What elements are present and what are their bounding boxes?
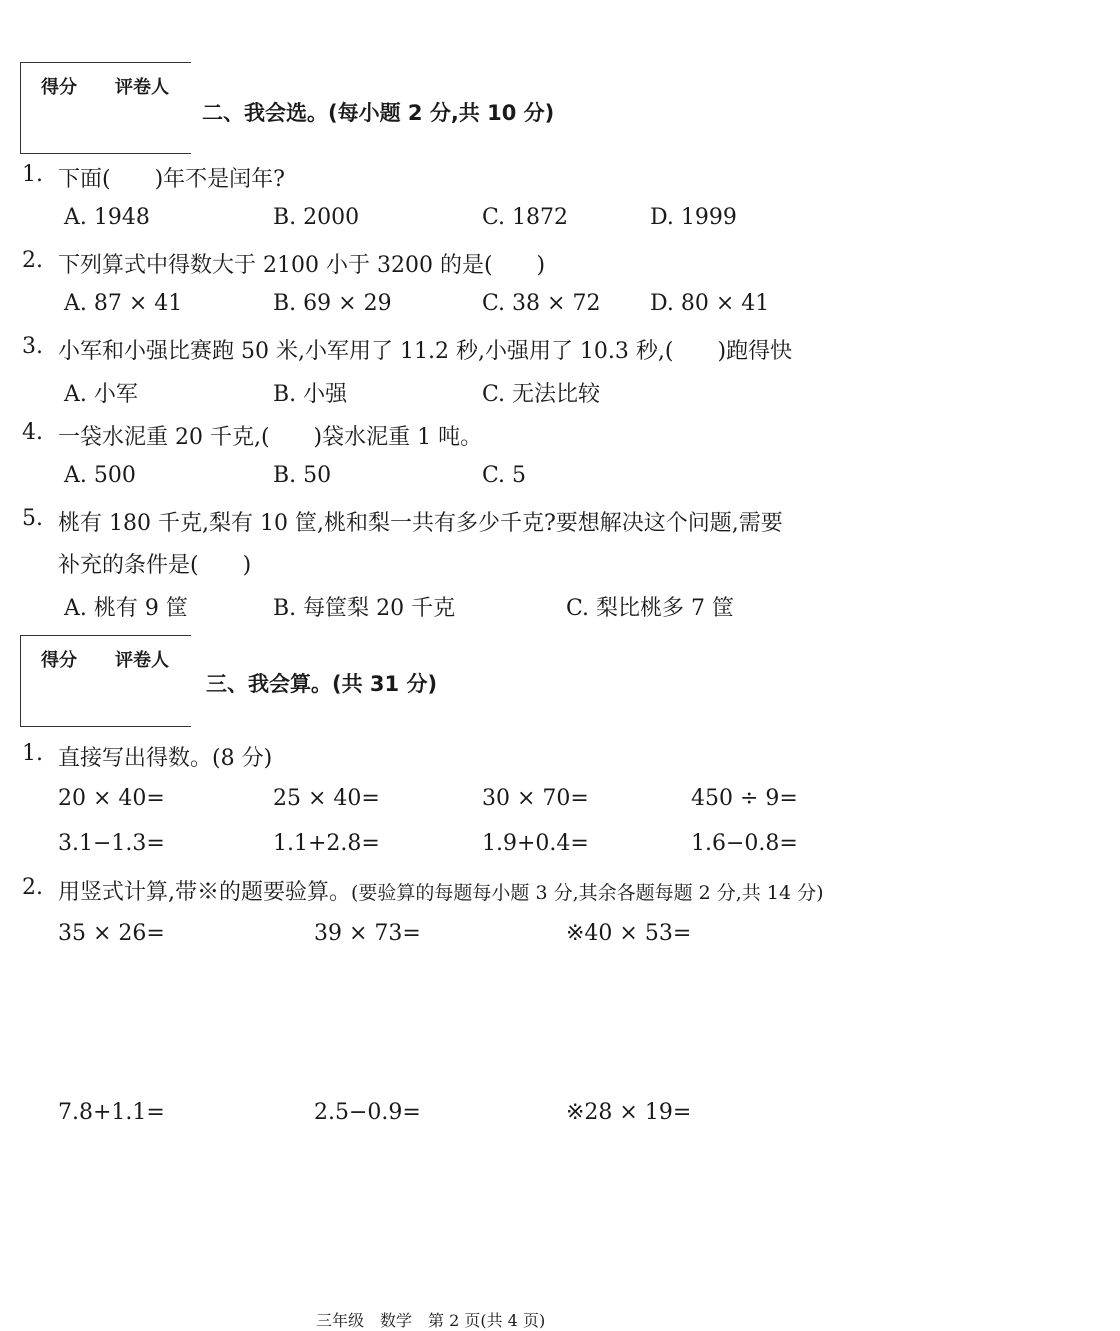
section3-title: 三、我会算。(共 31 分) <box>206 672 438 696</box>
q3-option-c: C. 无法比较 <box>482 382 601 407</box>
calc-item: 1.9+0.4= <box>482 831 589 856</box>
score-box-section3 <box>20 635 191 727</box>
q1-option-d: D. 1999 <box>650 205 737 230</box>
vertical-calc-item: 7.8+1.1= <box>58 1100 165 1125</box>
q1-number: 1. <box>22 162 43 187</box>
s3-q2-note: (要验算的每题每小题 3 分,其余各题每题 2 分,共 14 分) <box>351 882 824 904</box>
vertical-calc-item: ※40 × 53= <box>566 921 692 946</box>
section2-title: 二、我会选。(每小题 2 分,共 10 分) <box>202 101 555 125</box>
s3-q2-text: 用竖式计算,带※的题要验算。 <box>58 880 351 905</box>
q3-number: 3. <box>22 334 43 359</box>
q3-option-b: B. 小强 <box>273 382 348 407</box>
calc-item: 450 ÷ 9= <box>691 786 798 811</box>
q4-option-a: A. 500 <box>64 463 136 488</box>
score-label: 得分 <box>41 650 77 671</box>
q5-option-a: A. 桃有 9 筐 <box>64 596 188 621</box>
vertical-calc-item: 39 × 73= <box>314 921 421 946</box>
q1-text: 下面( )年不是闰年? <box>58 167 285 192</box>
q3-text: 小军和小强比赛跑 50 米,小军用了 11.2 秒,小强用了 10.3 秒,( )跑得快 <box>58 339 793 364</box>
q4-number: 4. <box>22 420 43 445</box>
calc-item: 1.1+2.8= <box>273 831 380 856</box>
q2-option-c: C. 38 × 72 <box>482 291 601 316</box>
s3-q2-text-wrap <box>58 875 824 906</box>
q2-number: 2. <box>22 248 43 273</box>
calc-item: 25 × 40= <box>273 786 380 811</box>
q1-option-c: C. 1872 <box>482 205 569 230</box>
q2-option-d: D. 80 × 41 <box>650 291 770 316</box>
s3-q1-number: 1. <box>22 741 43 766</box>
vertical-calc-item: 35 × 26= <box>58 921 165 946</box>
grader-label: 评卷人 <box>115 650 169 671</box>
calc-item: 20 × 40= <box>58 786 165 811</box>
calc-item: 3.1−1.3= <box>58 831 165 856</box>
vertical-calc-item: 2.5−0.9= <box>314 1100 421 1125</box>
q2-text: 下列算式中得数大于 2100 小于 3200 的是( ) <box>58 253 546 278</box>
q1-option-a: A. 1948 <box>64 205 150 230</box>
q5-number: 5. <box>22 506 43 531</box>
q4-option-b: B. 50 <box>273 463 332 488</box>
page-footer: 三年级 数学 第 2 页(共 4 页) <box>316 1311 546 1330</box>
calc-item: 1.6−0.8= <box>691 831 798 856</box>
q3-option-a: A. 小军 <box>64 382 138 407</box>
q2-option-b: B. 69 × 29 <box>273 291 392 316</box>
score-label: 得分 <box>41 77 77 98</box>
grader-label: 评卷人 <box>115 77 169 98</box>
q5-option-c: C. 梨比桃多 7 筐 <box>566 596 735 621</box>
s3-q2-number: 2. <box>22 875 43 900</box>
score-box-section2 <box>20 62 191 154</box>
q4-text: 一袋水泥重 20 千克,( )袋水泥重 1 吨。 <box>58 425 483 450</box>
q5-option-b: B. 每筐梨 20 千克 <box>273 596 456 621</box>
q4-option-c: C. 5 <box>482 463 527 488</box>
vertical-calc-item: ※28 × 19= <box>566 1100 692 1125</box>
q2-option-a: A. 87 × 41 <box>64 291 183 316</box>
s3-q1-text: 直接写出得数。(8 分) <box>58 746 273 771</box>
calc-item: 30 × 70= <box>482 786 589 811</box>
q5-text: 桃有 180 千克,梨有 10 筐,桃和梨一共有多少千克?要想解决这个问题,需要 <box>58 511 783 536</box>
q5-text-line2: 补充的条件是( ) <box>58 553 252 578</box>
q1-option-b: B. 2000 <box>273 205 360 230</box>
